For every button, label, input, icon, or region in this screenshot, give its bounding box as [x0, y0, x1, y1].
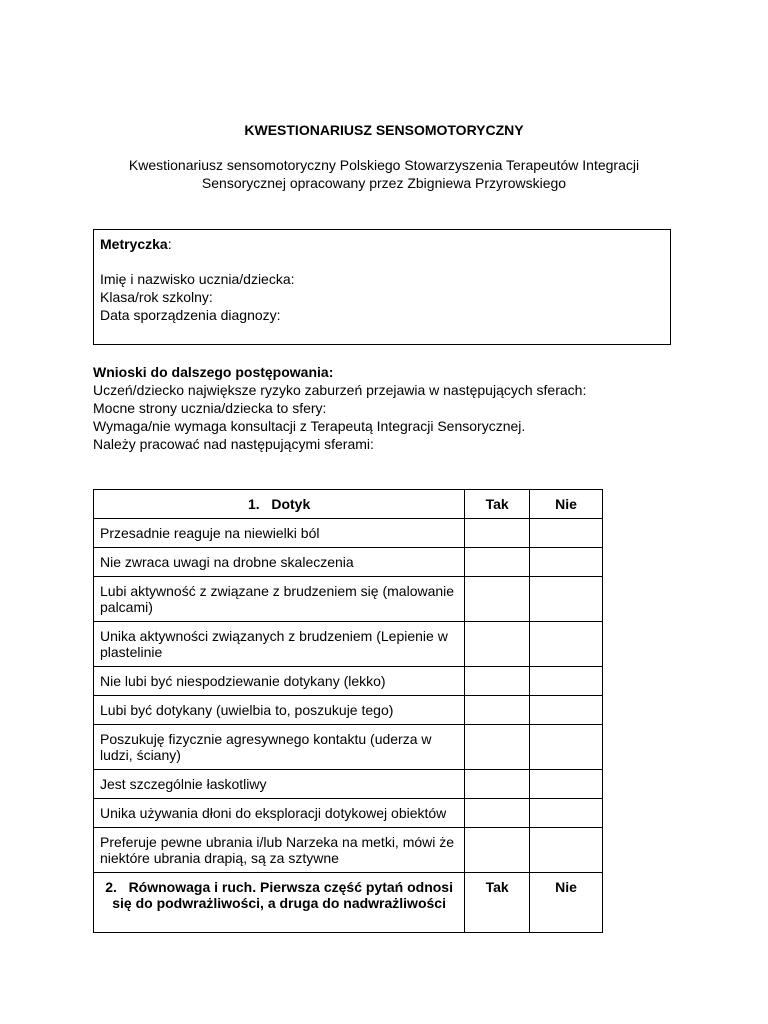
section-title-cell: [94, 490, 465, 519]
question-cell: Jest szczególnie łaskotliwy: [94, 770, 465, 799]
metryczka-box: [93, 229, 671, 345]
tak-answer-cell[interactable]: [465, 696, 530, 725]
table-row: [94, 519, 603, 548]
section-title-cell: [94, 873, 465, 933]
table-row: [94, 725, 603, 770]
nie-answer-cell[interactable]: [530, 667, 603, 696]
section-number: 1.: [247, 496, 260, 512]
tak-answer-cell[interactable]: [465, 799, 530, 828]
tak-answer-cell[interactable]: [465, 725, 530, 770]
nie-header: Nie: [530, 873, 603, 933]
tak-answer-cell[interactable]: [465, 548, 530, 577]
nie-answer-cell[interactable]: [530, 519, 603, 548]
section-header-row: [94, 490, 603, 519]
tak-answer-cell[interactable]: [465, 577, 530, 622]
section-header-row: [94, 873, 603, 933]
nie-answer-cell[interactable]: [530, 622, 603, 667]
question-cell: Nie zwraca uwagi na drobne skaleczenia: [94, 548, 465, 577]
nie-answer-cell[interactable]: [530, 828, 603, 873]
wnioski-line: Mocne strony ucznia/dziecka to sfery:: [93, 400, 327, 416]
question-cell: Preferuje pewne ubrania i/lub Narzeka na metki, mówi że niektóre ubrania drapią, są za sztywne: [94, 828, 465, 873]
field-name: Imię i nazwisko ucznia/dziecka:: [100, 271, 295, 287]
wnioski-heading: Wnioski do dalszego postępowania:: [93, 364, 334, 380]
question-cell: Przesadnie reaguje na niewielki ból: [94, 519, 465, 548]
tak-answer-cell[interactable]: [465, 622, 530, 667]
question-cell: Unika używania dłoni do eksploracji dotykowej obiektów: [94, 799, 465, 828]
wnioski-line: Wymaga/nie wymaga konsultacji z Terapeutą Integracji Sensorycznej.: [93, 418, 526, 434]
question-cell: Unika aktywności związanych z brudzeniem (Lepienie w plastelinie: [94, 622, 465, 667]
table-row: [94, 622, 603, 667]
tak-answer-cell[interactable]: [465, 828, 530, 873]
table-row: [94, 828, 603, 873]
tak-header: Tak: [465, 490, 530, 519]
section-title: Równowaga i ruch. Pierwsza część pytań odnosi się do podwrażliwości, a druga do nadwrażliwości: [112, 879, 453, 911]
field-date: Data sporządzenia diagnozy:: [100, 307, 281, 323]
tak-answer-cell[interactable]: [465, 519, 530, 548]
table-row: [94, 577, 603, 622]
question-cell: Lubi być dotykany (uwielbia to, poszukuje tego): [94, 696, 465, 725]
nie-answer-cell[interactable]: [530, 725, 603, 770]
tak-answer-cell[interactable]: [465, 770, 530, 799]
section-number: 2.: [105, 879, 117, 895]
wnioski-section: [93, 363, 693, 453]
page-title: KWESTIONARIUSZ SENSOMOTORYCZNY: [244, 122, 524, 138]
field-class: Klasa/rok szkolny:: [100, 289, 213, 305]
table-row: [94, 696, 603, 725]
question-cell: Nie lubi być niespodziewanie dotykany (lekko): [94, 667, 465, 696]
nie-answer-cell[interactable]: [530, 696, 603, 725]
metryczka-label: Metryczka: [100, 236, 168, 252]
nie-header: Nie: [530, 490, 603, 519]
tak-answer-cell[interactable]: [465, 667, 530, 696]
question-cell: Lubi aktywność z związane z brudzeniem się (malowanie palcami): [94, 577, 465, 622]
questionnaire-table: [93, 489, 603, 933]
nie-answer-cell[interactable]: [530, 770, 603, 799]
metryczka-heading: [100, 235, 664, 253]
table-row: [94, 799, 603, 828]
table-row: [94, 548, 603, 577]
nie-answer-cell[interactable]: [530, 548, 603, 577]
table-row: [94, 667, 603, 696]
nie-answer-cell[interactable]: [530, 577, 603, 622]
page-subtitle: Kwestionariusz sensomotoryczny Polskiego Stowarzyszenia Terapeutów Integracji Sensorycznej opracowany przez Zbigniewa Przyrowskiego: [128, 157, 640, 191]
metryczka-colon: :: [167, 236, 172, 252]
question-cell: Poszukuję fizycznie agresywnego kontaktu (uderza w ludzi, ściany): [94, 725, 465, 770]
tak-header: Tak: [465, 873, 530, 933]
nie-answer-cell[interactable]: [530, 799, 603, 828]
wnioski-line: Należy pracować nad następującymi sferami:: [93, 436, 374, 452]
wnioski-line: Uczeń/dziecko największe ryzyko zaburzeń przejawia w następujących sferach:: [93, 382, 587, 398]
section-title: Dotyk: [271, 496, 311, 512]
table-row: [94, 770, 603, 799]
